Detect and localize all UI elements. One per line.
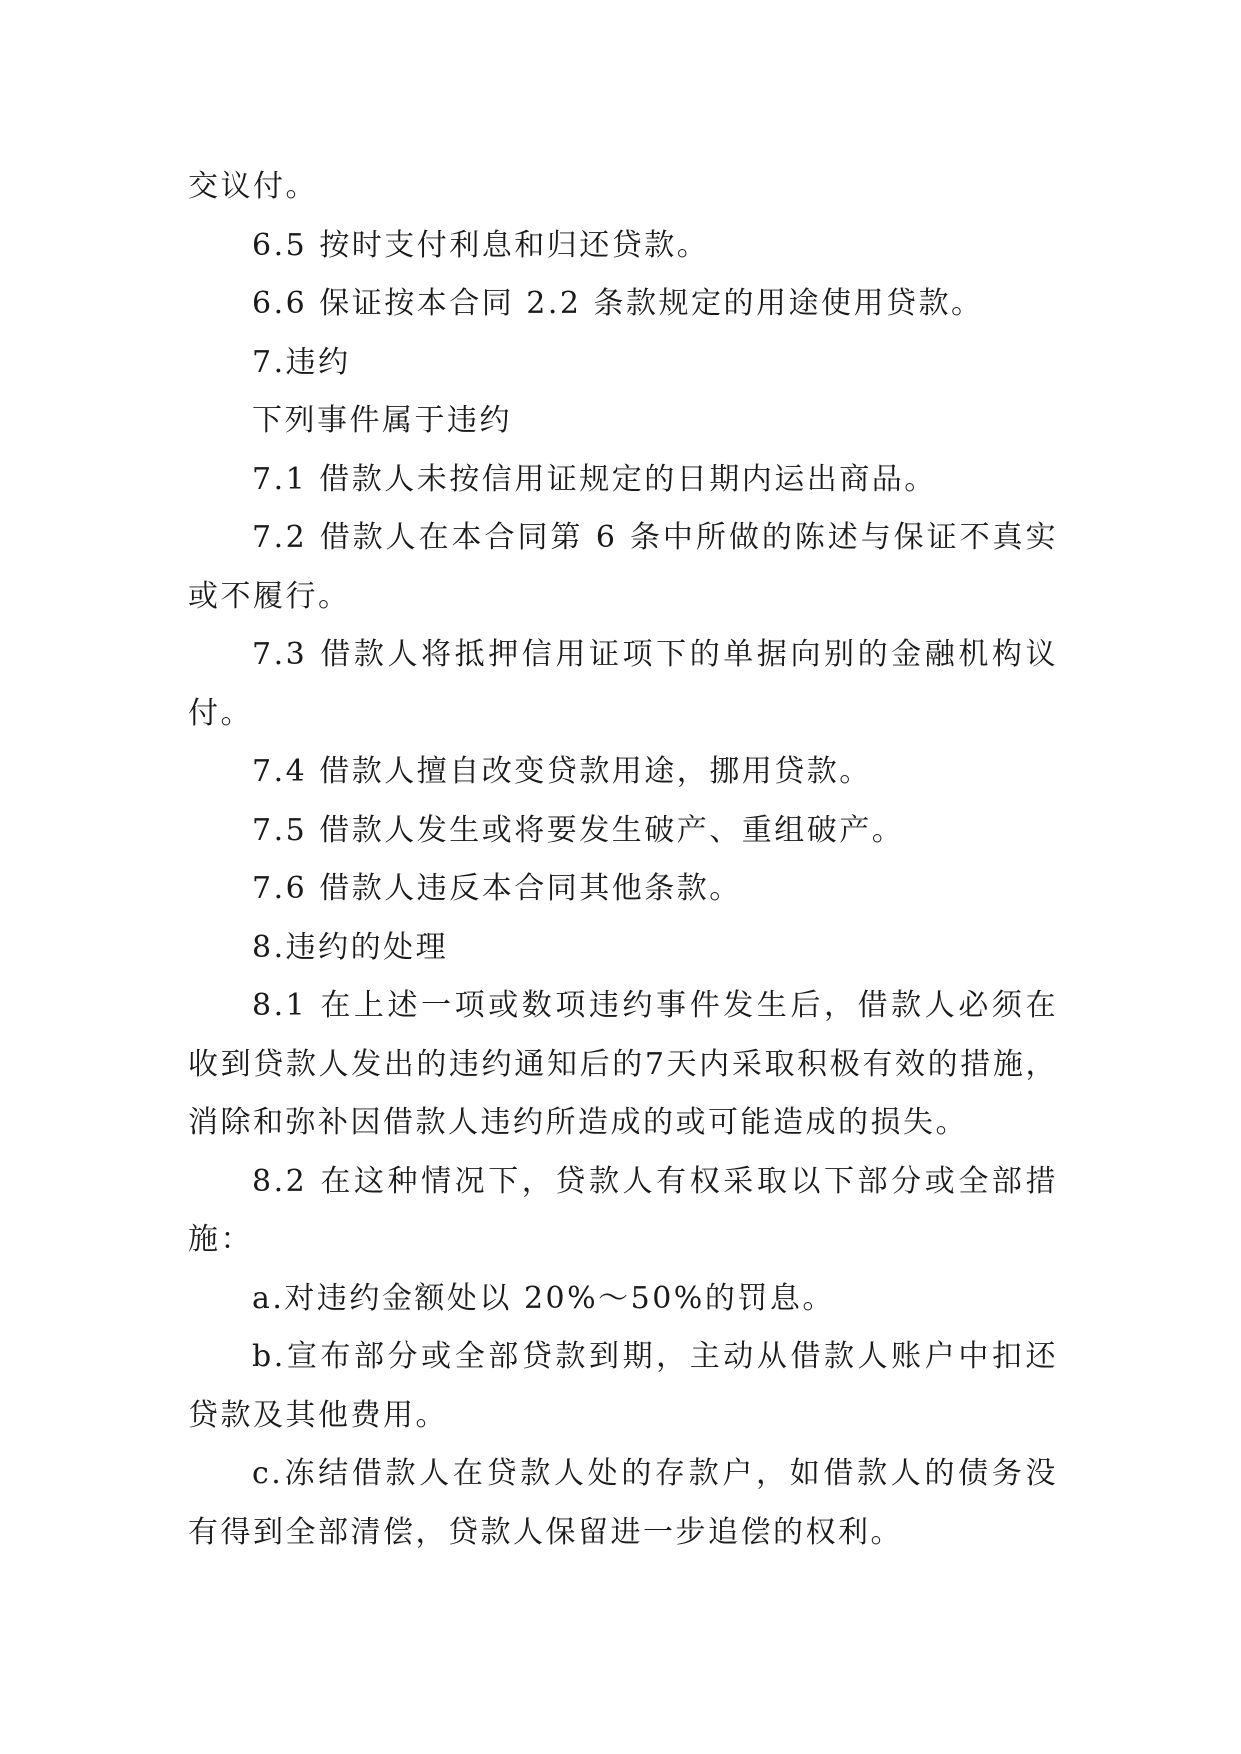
paragraph-clause-8-1: 8.1 在上述一项或数项违约事件发生后，借款人必须在收到贷款人发出的违约通知后的7天内采取积极有效的措施，消除和弥补因借款人违约所造成的或可能造成的损失。 [188, 988, 1058, 1140]
paragraph-default-intro: 下列事件属于违约 [252, 403, 512, 438]
paragraph-clause-7-5: 7.5 借款人发生或将要发生破产、重组破产。 [252, 812, 905, 848]
paragraph-clause-7-1: 7.1 借款人未按信用证规定的日期内运出商品。 [252, 461, 937, 497]
section-heading-default-handling: 8.违约的处理 [252, 929, 449, 965]
section-heading-default: 7.违约 [252, 344, 351, 380]
paragraph-clause-7-4: 7.4 借款人擅自改变贷款用途，挪用贷款。 [252, 754, 872, 789]
paragraph-clause-6-6: 6.6 保证按本合同 2.2 条款规定的用途使用贷款。 [252, 286, 984, 321]
document-body [188, 158, 1058, 1562]
paragraph-measure-c: c.冻结借款人在贷款人处的存款户，如借款人的债务没有得到全部清偿，贷款人保留进一步追偿的权利。 [188, 1456, 1058, 1550]
paragraph-measure-b: b.宣布部分或全部贷款到期，主动从借款人账户中扣还贷款及其他费用。 [188, 1339, 1058, 1433]
paragraph-continuation: 交议付。 [188, 169, 318, 204]
paragraph-clause-8-2: 8.2 在这种情况下，贷款人有权采取以下部分或全部措施： [188, 1163, 1058, 1257]
paragraph-clause-7-3: 7.3 借款人将抵押信用证项下的单据向别的金融机构议付。 [188, 637, 1058, 731]
paragraph-clause-7-6: 7.6 借款人违反本合同其他条款。 [252, 871, 742, 906]
paragraph-measure-a: a.对违约金额处以 20%～50%的罚息。 [252, 1280, 835, 1316]
paragraph-clause-6-5: 6.5 按时支付利息和归还贷款。 [252, 227, 710, 263]
paragraph-clause-7-2: 7.2 借款人在本合同第 6 条中所做的陈述与保证不真实或不履行。 [188, 520, 1058, 614]
